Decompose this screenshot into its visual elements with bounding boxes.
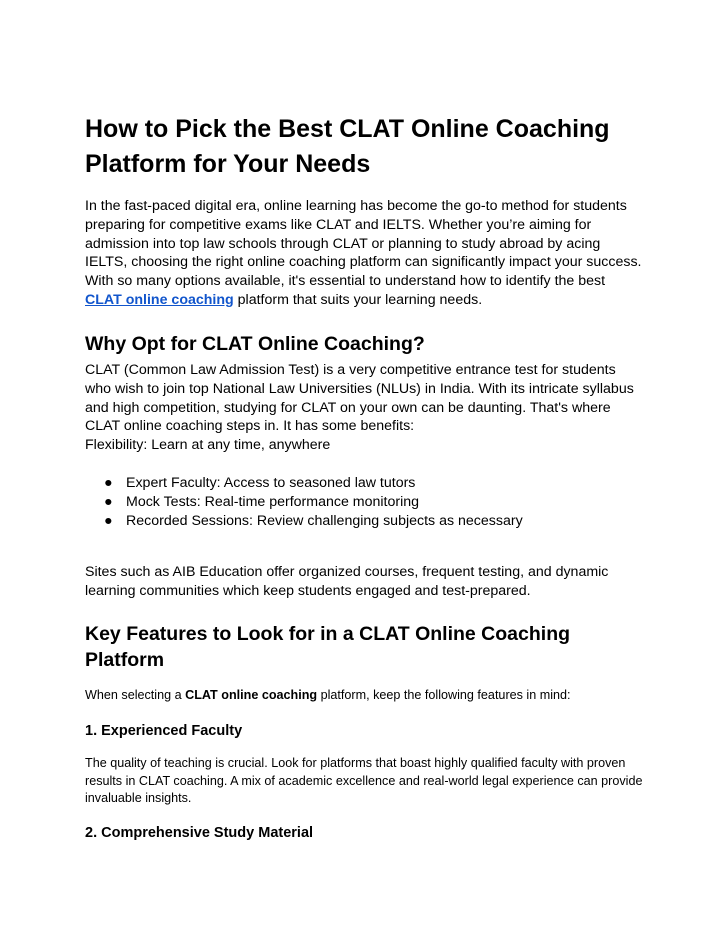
section-heading-key-features: Key Features to Look for in a CLAT Online Coaching Platform <box>85 623 571 671</box>
section2-intro <box>85 687 645 705</box>
feature1-body: The quality of teaching is crucial. Look for platforms that boast highly qualified faculty with proven results in CLAT coaching. A mix of academic excellence and real-world legal experience can provide invaluable insights. <box>85 756 643 806</box>
list-item-text: Mock Tests: Real-time performance monitoring <box>126 493 420 510</box>
benefits-list <box>85 474 523 530</box>
section1-body: CLAT (Common Law Admission Test) is a very competitive entrance test for students who wish to join top National Law Universities (NLUs) in India. With its intricate syllabus and high competition, studying for CLAT on your own can be daunting. That's where CLAT online coaching steps in. It has some benefits: <box>85 362 634 435</box>
intro-text-after: platform that suits your learning needs. <box>233 291 483 308</box>
document-title: How to Pick the Best CLAT Online Coaching Platform for Your Needs <box>85 115 610 178</box>
section-heading-why-opt: Why Opt for CLAT Online Coaching? <box>85 333 425 355</box>
intro-paragraph <box>85 197 645 310</box>
list-item <box>85 493 523 512</box>
bullet-icon: ● <box>104 512 113 529</box>
section1-closing: Sites such as AIB Education offer organized courses, frequent testing, and dynamic learning communities which keep students engaged and test-prepared. <box>85 564 609 599</box>
section2-intro-after: platform, keep the following features in mind: <box>317 688 571 702</box>
section2-intro-bold: CLAT online coaching <box>185 688 318 702</box>
bullet-icon: ● <box>104 493 113 510</box>
list-item-text: Recorded Sessions: Review challenging subjects as necessary <box>126 512 523 529</box>
feature2-heading: 2. Comprehensive Study Material <box>85 825 314 841</box>
list-item <box>85 512 523 531</box>
feature1-heading: 1. Experienced Faculty <box>85 723 243 739</box>
flexibility-line: Flexibility: Learn at any time, anywhere <box>85 437 331 453</box>
list-item-text: Expert Faculty: Access to seasoned law tutors <box>126 475 416 491</box>
intro-text-before: In the fast-paced digital era, online learning has become the go-to method for students preparing for competitive exams like CLAT and IELTS. Whether you’re aiming for admission into top law schools through CLAT or planning to study abroad by acing IELTS, choosing the right online coaching platform can significantly impact your success. With so many options available, it's essential to understand how to identify the best <box>85 198 642 290</box>
bullet-icon: ● <box>104 475 113 491</box>
list-item <box>85 474 523 493</box>
clat-online-coaching-link[interactable]: CLAT online coaching <box>85 291 234 308</box>
section2-intro-before: When selecting a <box>85 688 186 702</box>
